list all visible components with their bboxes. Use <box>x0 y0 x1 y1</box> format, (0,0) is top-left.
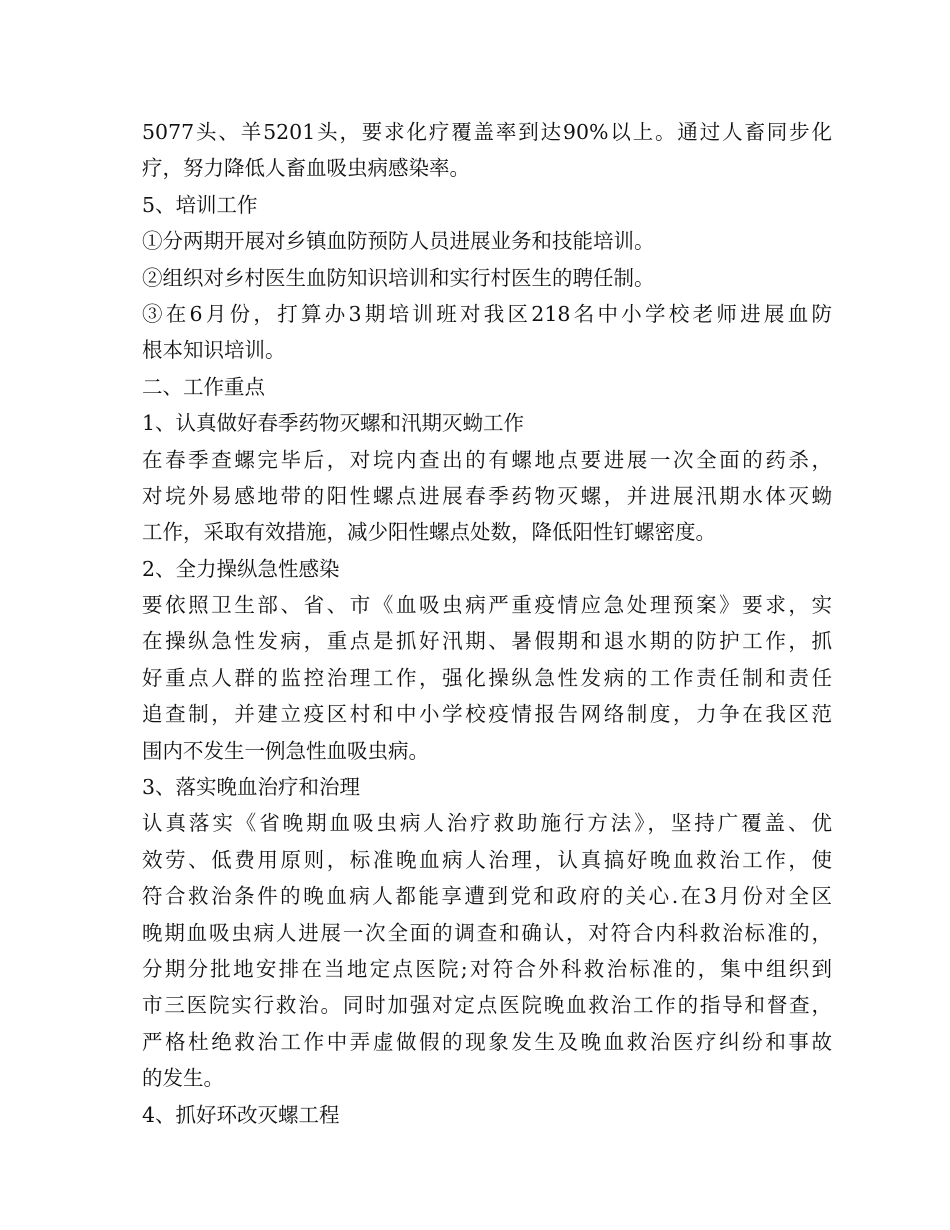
text-line: 严格杜绝救治工作中弄虚做假的现象发生及晚血救治医疗纠纷和事故 <box>142 1029 832 1054</box>
text-line: 符合救治条件的晚血病人都能享遭到党和政府的关心.在3月份对全区 <box>142 884 832 909</box>
text-line: 在春季查螺完毕后，对垸内查出的有螺地点要进展一次全面的药杀， <box>142 447 832 472</box>
text-line: 要依照卫生部、省、市《血吸虫病严重疫情应急处理预案》要求，实 <box>142 593 832 618</box>
text-line: 效劳、低费用原则，标准晚血病人治理，认真搞好晚血救治工作，使 <box>142 847 832 872</box>
text-line: 市三医院实行救治。同时加强对定点医院晚血救治工作的指导和督查， <box>142 993 832 1018</box>
text-line: ③在6月份，打算办3期培训班对我区218名中小学校老师进展血防 <box>142 301 832 326</box>
text-line: 的发生。 <box>142 1066 224 1091</box>
text-line: 3、落实晚血治疗和治理 <box>142 775 361 800</box>
text-line: 二、工作重点 <box>142 374 265 399</box>
text-line: 好重点人群的监控治理工作，强化操纵急性发病的工作责任制和责任 <box>142 665 832 690</box>
text-line: 围内不发生一例急性血吸虫病。 <box>142 738 429 763</box>
text-line: 5、培训工作 <box>142 192 258 217</box>
text-line: 5077头、羊5201头，要求化疗覆盖率到达90%以上。通过人畜同步化 <box>142 120 832 144</box>
text-line: 疗，努力降低人畜血吸虫病感染率。 <box>142 156 470 181</box>
text-line: 认真落实《省晚期血吸虫病人治疗救助施行方法》，坚持广覆盖、优 <box>142 811 832 836</box>
text-line: 对垸外易感地带的阳性螺点进展春季药物灭螺，并进展汛期水体灭蚴 <box>142 483 832 508</box>
text-line: 分期分批地安排在当地定点医院;对符合外科救治标准的，集中组织到 <box>142 956 832 981</box>
text-line: 根本知识培训。 <box>142 338 286 363</box>
text-line: ②组织对乡村医生血防知识培训和实行村医生的聘任制。 <box>142 265 655 290</box>
text-line: 在操纵急性发病，重点是抓好汛期、暑假期和退水期的防护工作，抓 <box>142 629 832 654</box>
text-line: 4、抓好环改灭螺工程 <box>142 1102 340 1127</box>
text-line: ①分两期开展对乡镇血防预防人员进展业务和技能培训。 <box>142 229 655 254</box>
text-line: 晚期血吸虫病人进展一次全面的调查和确认，对符合内科救治标准的， <box>142 920 832 945</box>
text-line: 1、认真做好春季药物灭螺和汛期灭蚴工作 <box>142 411 525 436</box>
text-line: 工作，采取有效措施，减少阳性螺点处数，降低阳性钉螺密度。 <box>142 520 716 545</box>
document-body <box>142 114 832 1133</box>
text-line: 追查制，并建立疫区村和中小学校疫情报告网络制度，力争在我区范 <box>142 702 832 727</box>
text-line: 2、全力操纵急性感染 <box>142 556 340 581</box>
